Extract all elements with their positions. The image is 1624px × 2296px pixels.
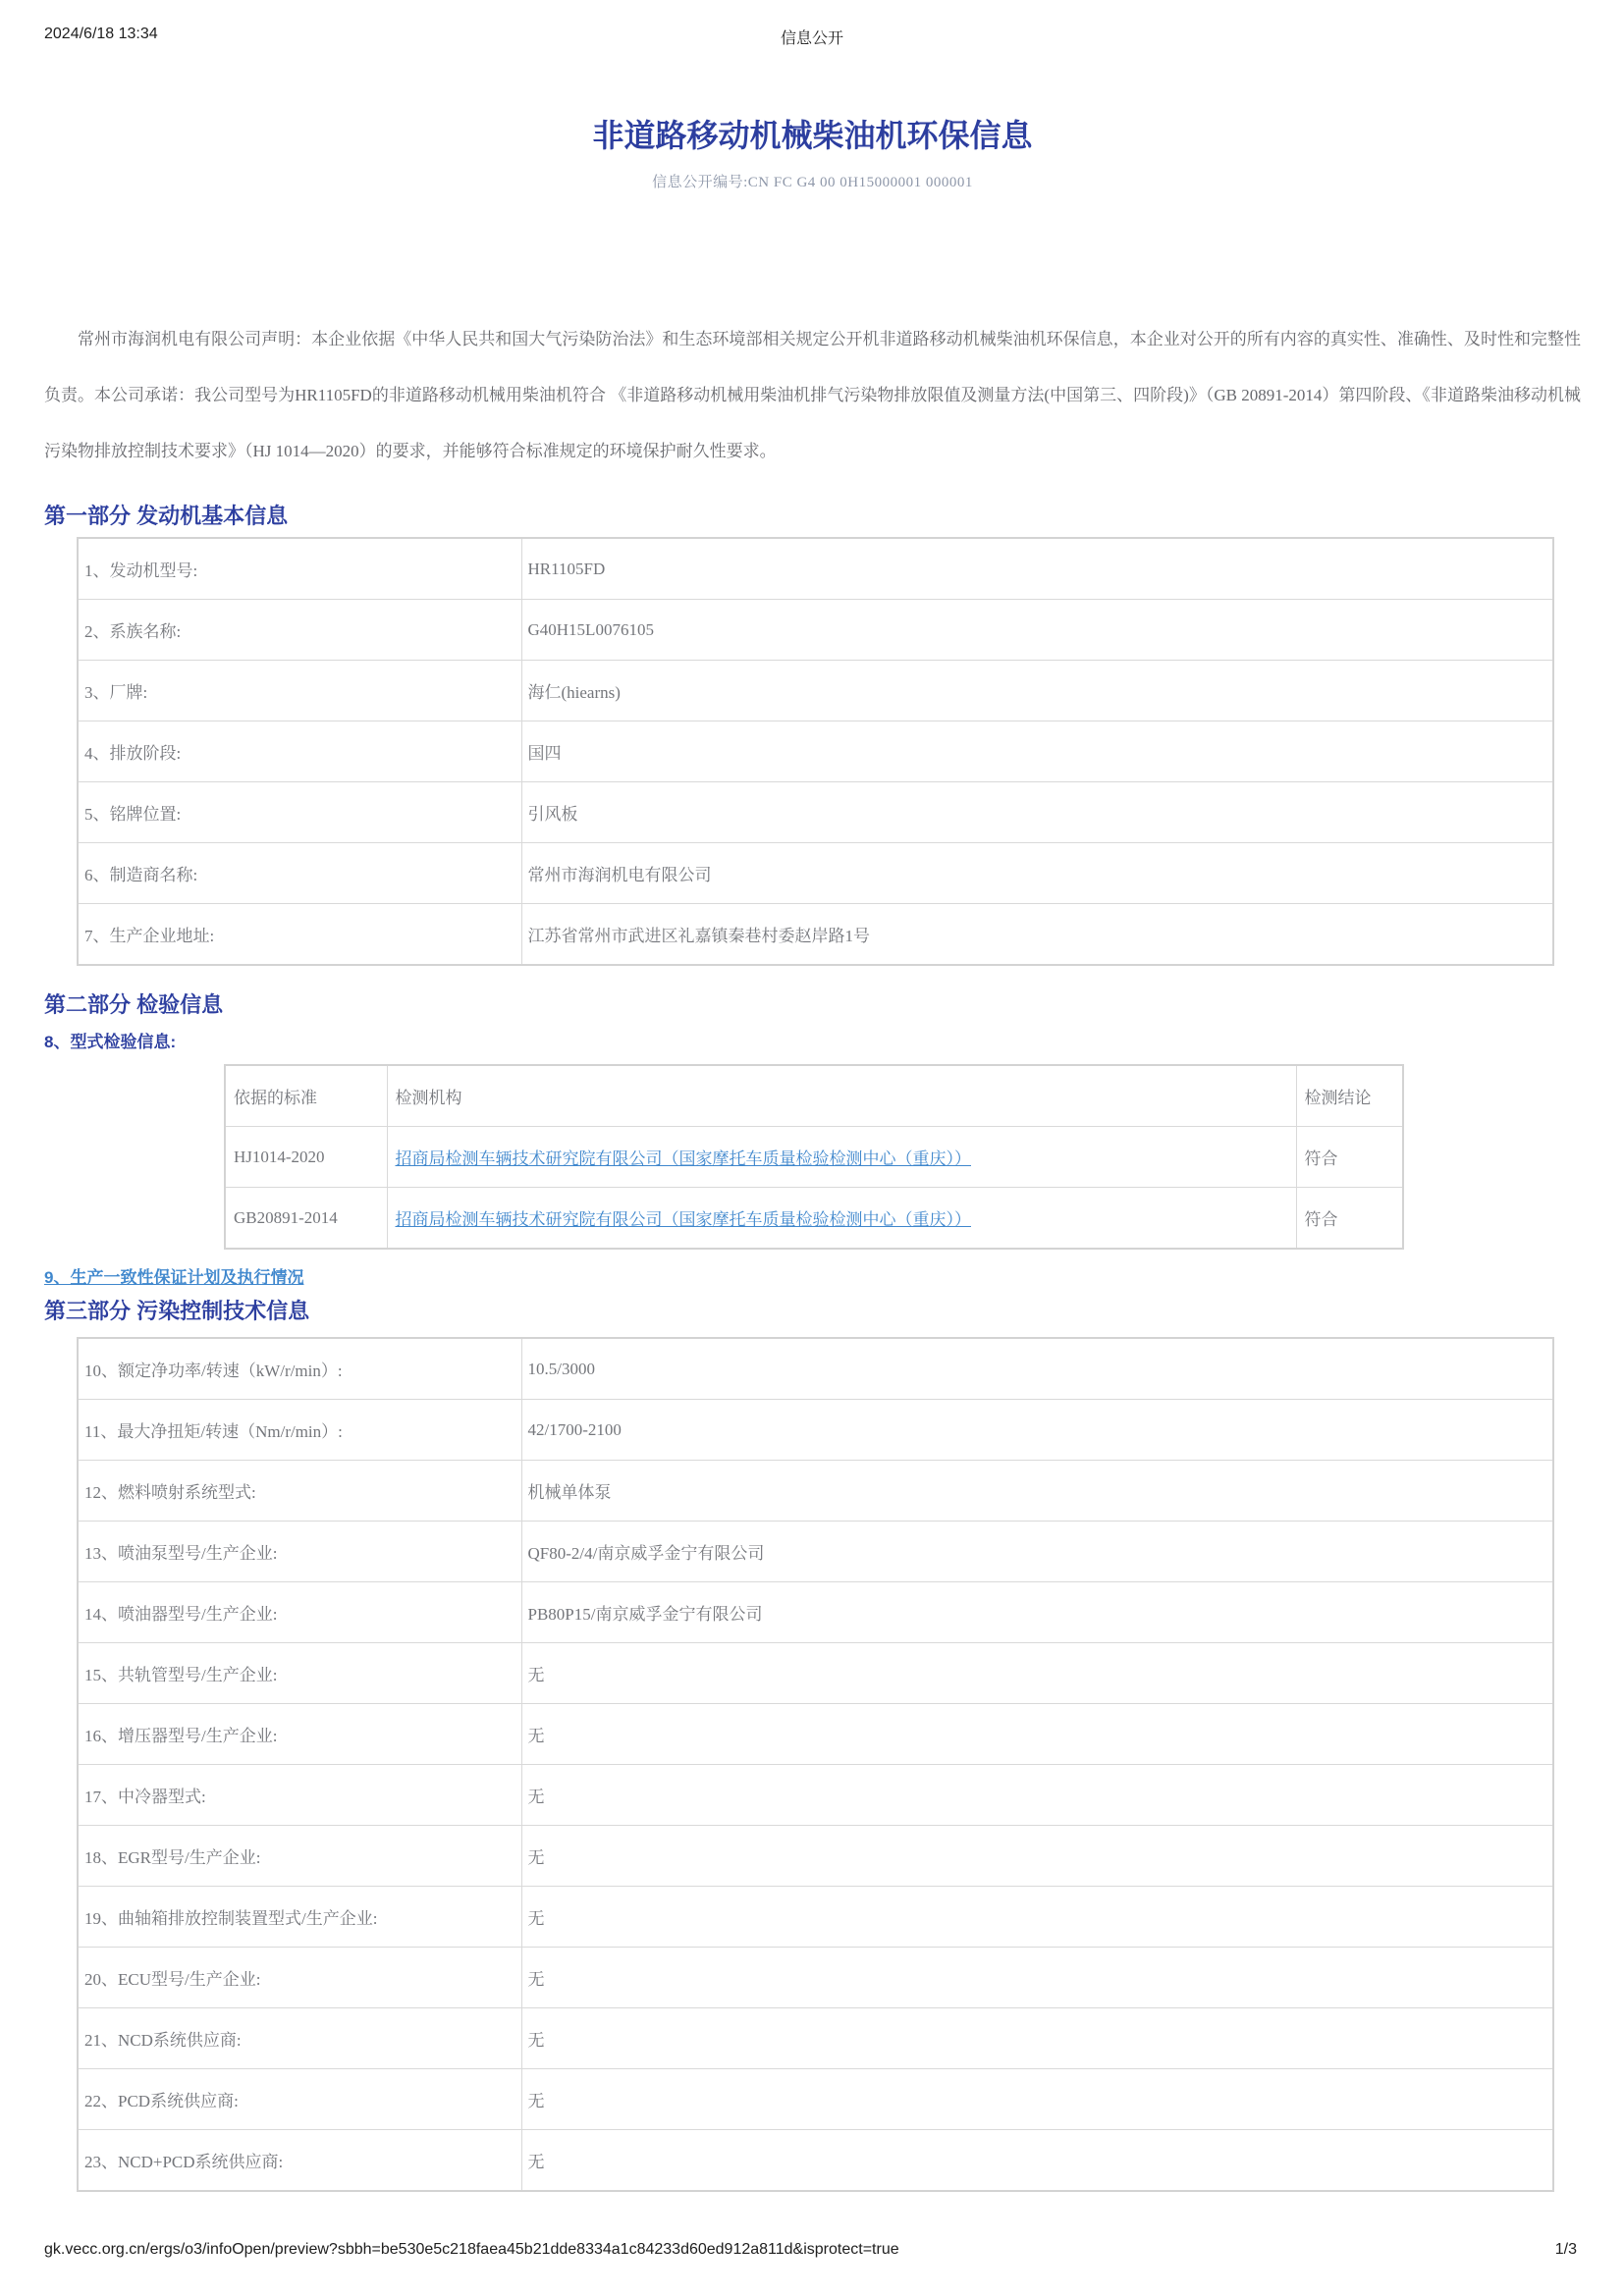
row-value: QF80-2/4/南京威孚金宁有限公司 [521,1522,1553,1582]
row-label: 5、铭牌位置: [78,782,521,843]
table-row [78,1704,1553,1765]
info-disclosure-number: 信息公开编号:CN FC G4 00 0H15000001 000001 [652,175,973,190]
table-row [78,1887,1553,1948]
table-row [78,1522,1553,1582]
result-cell: 符合 [1296,1188,1403,1250]
row-label: 22、PCD系统供应商: [78,2069,521,2130]
table-row [78,721,1553,782]
table-row [78,2069,1553,2130]
row-label: 19、曲轴箱排放控制装置型式/生产企业: [78,1887,521,1948]
footer-page-indicator: 1/3 [1554,2241,1577,2258]
row-value: 无 [521,2008,1553,2069]
table-row [78,1400,1553,1461]
table-row [78,1765,1553,1826]
table-row [78,2130,1553,2192]
row-label: 20、ECU型号/生产企业: [78,1948,521,2008]
row-label: 15、共轨管型号/生产企业: [78,1643,521,1704]
print-footer [44,2241,1577,2263]
row-label: 6、制造商名称: [78,843,521,904]
row-value: 10.5/3000 [521,1338,1553,1400]
table-row [78,782,1553,843]
row-label: 23、NCD+PCD系统供应商: [78,2130,521,2192]
page-title: 非道路移动机械柴油机环保信息 [592,118,1033,153]
row-label: 14、喷油器型号/生产企业: [78,1582,521,1643]
row-value: PB80P15/南京威孚金宁有限公司 [521,1582,1553,1643]
row-label: 17、中冷器型式: [78,1765,521,1826]
table-row [78,1826,1553,1887]
column-header-agency: 检测机构 [387,1065,1296,1127]
row-value: 无 [521,1765,1553,1826]
column-header-standard: 依据的标准 [225,1065,387,1127]
row-label: 11、最大净扭矩/转速（Nm/r/min）: [78,1400,521,1461]
type-inspection-table [224,1064,1404,1250]
table-row [78,1582,1553,1643]
table-row [78,1948,1553,2008]
row-label: 3、厂牌: [78,661,521,721]
table-row [78,1643,1553,1704]
row-value: 江苏省常州市武进区礼嘉镇秦巷村委赵岸路1号 [521,904,1553,966]
header-datetime: 2024/6/18 13:34 [44,26,158,42]
section2-heading: 第二部分 检验信息 [44,992,224,1017]
table-row [78,600,1553,661]
type-inspection-subheading: 8、型式检验信息: [44,1033,177,1051]
table-row [78,538,1553,600]
table-row [78,904,1553,966]
table-row [78,1338,1553,1400]
declaration-paragraph: 常州市海润机电有限公司声明：本企业依据《中华人民共和国大气污染防治法》和生态环境部相关规定公开机非道路移动机械柴油机环保信息，本企业对公开的所有内容的真实性、准确性、及时性和完整性负责。本公司承诺：我公司型号为HR1105FD的非道路移动机械用柴油机符合 《非道路移动机械用柴油机排气污染物排放限值及测量方法(中国第三、四阶段)》（GB 20891-2014）第四阶段、《非道路柴油移动机械污染物排放控制技术要求》（HJ 1014—2020）的要求，并能够符合标准规定的环境保护耐久性要求。 [44,330,1581,460]
row-label: 12、燃料喷射系统型式: [78,1461,521,1522]
row-value: 无 [521,1704,1553,1765]
footer-url: gk.vecc.org.cn/ergs/o3/infoOpen/preview?sbbh=be530e5c218faea45b21dde8334a1c84233d60ed912a811d&isprotect=true [44,2241,899,2258]
row-value: 无 [521,2069,1553,2130]
inspection-row [225,1127,1403,1188]
section1-heading: 第一部分 发动机基本信息 [44,504,289,528]
pollution-control-info-table [77,1337,1554,2192]
agency-cell [387,1188,1296,1250]
inspection-row [225,1188,1403,1250]
row-value: 海仁(hiearns) [521,661,1553,721]
result-cell: 符合 [1296,1127,1403,1188]
row-value: 机械单体泵 [521,1461,1553,1522]
table-row [78,843,1553,904]
table-row [78,661,1553,721]
row-label: 4、排放阶段: [78,721,521,782]
row-value: 国四 [521,721,1553,782]
engine-basic-info-table [77,537,1554,966]
production-consistency-link[interactable]: 9、生产一致性保证计划及执行情况 [44,1268,304,1287]
row-value: 引风板 [521,782,1553,843]
agency-cell [387,1127,1296,1188]
row-label: 2、系族名称: [78,600,521,661]
inspection-header-row [225,1065,1403,1127]
row-value: 无 [521,1887,1553,1948]
table-row [78,1461,1553,1522]
row-value: 常州市海润机电有限公司 [521,843,1553,904]
section3-heading: 第三部分 污染控制技术信息 [44,1299,310,1323]
row-label: 13、喷油泵型号/生产企业: [78,1522,521,1582]
standard-cell: HJ1014-2020 [225,1127,387,1188]
row-value: 无 [521,1826,1553,1887]
standard-cell: GB20891-2014 [225,1188,387,1250]
row-label: 16、增压器型号/生产企业: [78,1704,521,1765]
row-value: 无 [521,1948,1553,2008]
row-label: 7、生产企业地址: [78,904,521,966]
document-content [44,0,1581,2192]
table-row [78,2008,1553,2069]
header-title: 信息公开 [780,30,844,47]
column-header-result: 检测结论 [1296,1065,1403,1127]
row-value: 42/1700-2100 [521,1400,1553,1461]
row-label: 1、发动机型号: [78,538,521,600]
row-label: 21、NCD系统供应商: [78,2008,521,2069]
row-value: HR1105FD [521,538,1553,600]
agency-link[interactable]: 招商局检测车辆技术研究院有限公司（国家摩托车质量检验检测中心（重庆）） [395,1149,971,1168]
row-value: G40H15L0076105 [521,600,1553,661]
row-label: 10、额定净功率/转速（kW/r/min）: [78,1338,521,1400]
row-value: 无 [521,2130,1553,2192]
agency-link[interactable]: 招商局检测车辆技术研究院有限公司（国家摩托车质量检验检测中心（重庆）） [395,1210,971,1229]
row-label: 18、EGR型号/生产企业: [78,1826,521,1887]
row-value: 无 [521,1643,1553,1704]
